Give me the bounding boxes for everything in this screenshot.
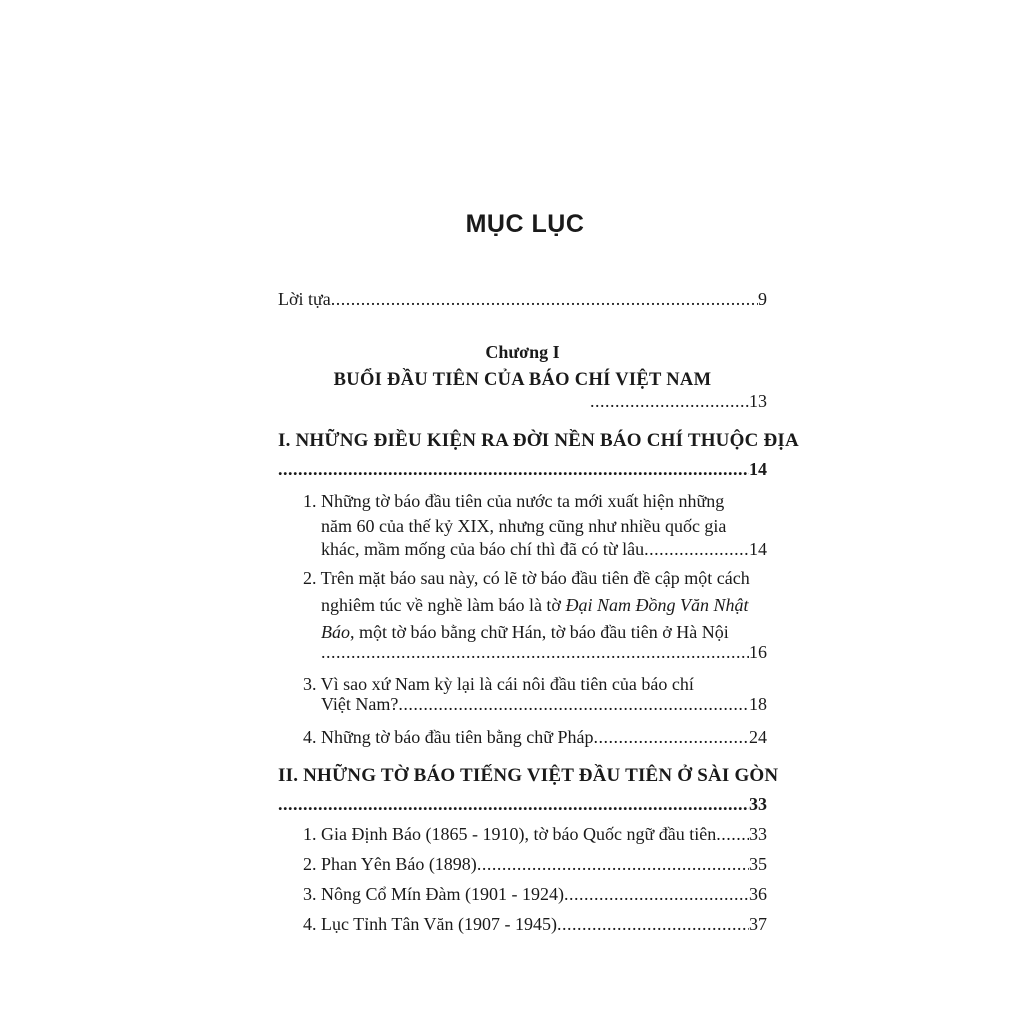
toc-entry-page: 14 [749, 539, 767, 559]
toc-entry-item [321, 641, 767, 663]
toc-item-italic-title: Đại Nam Đồng Văn Nhật [565, 595, 749, 615]
dot-leader [564, 883, 749, 905]
dot-leader [278, 458, 749, 480]
toc-item-line: 2. Trên mặt báo sau này, có lẽ tờ báo đầu tiên đề cập một cách [303, 568, 750, 588]
toc-entry-item [303, 913, 767, 935]
toc-entry-label: Việt Nam? [321, 694, 399, 714]
dot-leader [321, 641, 749, 663]
section-heading-page-line [278, 793, 767, 815]
toc-entry-label: 3. Nông Cổ Mín Đàm (1901 - 1924) [303, 884, 564, 904]
dot-leader [593, 726, 749, 748]
toc-item-text: nghiêm túc về nghề làm báo là tờ [321, 595, 566, 615]
dot-leader [398, 693, 749, 715]
toc-entry-page: 18 [749, 694, 767, 714]
toc-entry-label: 4. Những tờ báo đầu tiên bằng chữ Pháp [303, 727, 594, 747]
toc-entry-page: 16 [749, 642, 767, 662]
toc-entry-item [303, 823, 767, 845]
toc-entry-label: 2. Phan Yên Báo (1898) [303, 854, 477, 874]
toc-entry-page: 13 [749, 391, 767, 411]
toc-entry-label: khác, mầm mống của báo chí thì đã có từ lâu [321, 539, 645, 559]
toc-entry-item [303, 853, 767, 875]
chapter-title: BUỔI ĐẦU TIÊN CỦA BÁO CHÍ VIỆT NAM [333, 370, 712, 390]
page-title: MỤC LỤC [465, 210, 585, 238]
toc-entry-item [321, 693, 767, 715]
toc-item-line: 1. Những tờ báo đầu tiên của nước ta mới xuất hiện những [303, 491, 725, 511]
toc-entry-page: 33 [749, 794, 767, 814]
toc-entry-page: 14 [749, 459, 767, 479]
section-heading: I. NHỮNG ĐIỀU KIỆN RA ĐỜI NỀN BÁO CHÍ THUỘC ĐỊA [278, 430, 799, 451]
toc-entry-item [321, 538, 767, 560]
toc-entry-page: 37 [749, 914, 767, 934]
toc-entry-preface [278, 288, 767, 310]
dot-leader [590, 390, 749, 412]
toc-entry-label: 1. Gia Định Báo (1865 - 1910), tờ báo Quốc ngữ đầu tiên [303, 824, 717, 844]
dot-leader [477, 853, 749, 875]
chapter-label: Chương I [485, 342, 560, 362]
section-heading: II. NHỮNG TỜ BÁO TIẾNG VIỆT ĐẦU TIÊN Ở SÀI GÒN [278, 765, 779, 786]
dot-leader [278, 793, 749, 815]
toc-entry-label: Lời tựa [278, 289, 331, 309]
toc-entry-page: 33 [749, 824, 767, 844]
toc-entry-page: 35 [749, 854, 767, 874]
dot-leader [557, 913, 749, 935]
toc-item-line: 3. Vì sao xứ Nam kỳ lại là cái nôi đầu tiên của báo chí [303, 674, 694, 694]
toc-item-italic-title: Báo [321, 622, 350, 642]
dot-leader [331, 288, 758, 310]
toc-item-line [321, 594, 748, 616]
toc-entry-page: 36 [749, 884, 767, 904]
toc-entry-item [303, 726, 767, 748]
dot-leader [716, 823, 749, 845]
toc-entry-label: 4. Lục Tỉnh Tân Văn (1907 - 1945) [303, 914, 557, 934]
toc-entry-page: 24 [749, 727, 767, 747]
toc-entry-chapter-page [590, 390, 767, 412]
section-heading-page-line [278, 458, 767, 480]
toc-entry-page: 9 [758, 289, 767, 309]
toc-entry-item [303, 883, 767, 905]
toc-item-line [321, 621, 729, 643]
dot-leader [644, 538, 749, 560]
toc-item-text: , một tờ báo bằng chữ Hán, tờ báo đầu tiên ở Hà Nội [350, 622, 729, 642]
toc-item-line: năm 60 của thế kỷ XIX, nhưng cũng như nhiều quốc gia [321, 516, 727, 536]
